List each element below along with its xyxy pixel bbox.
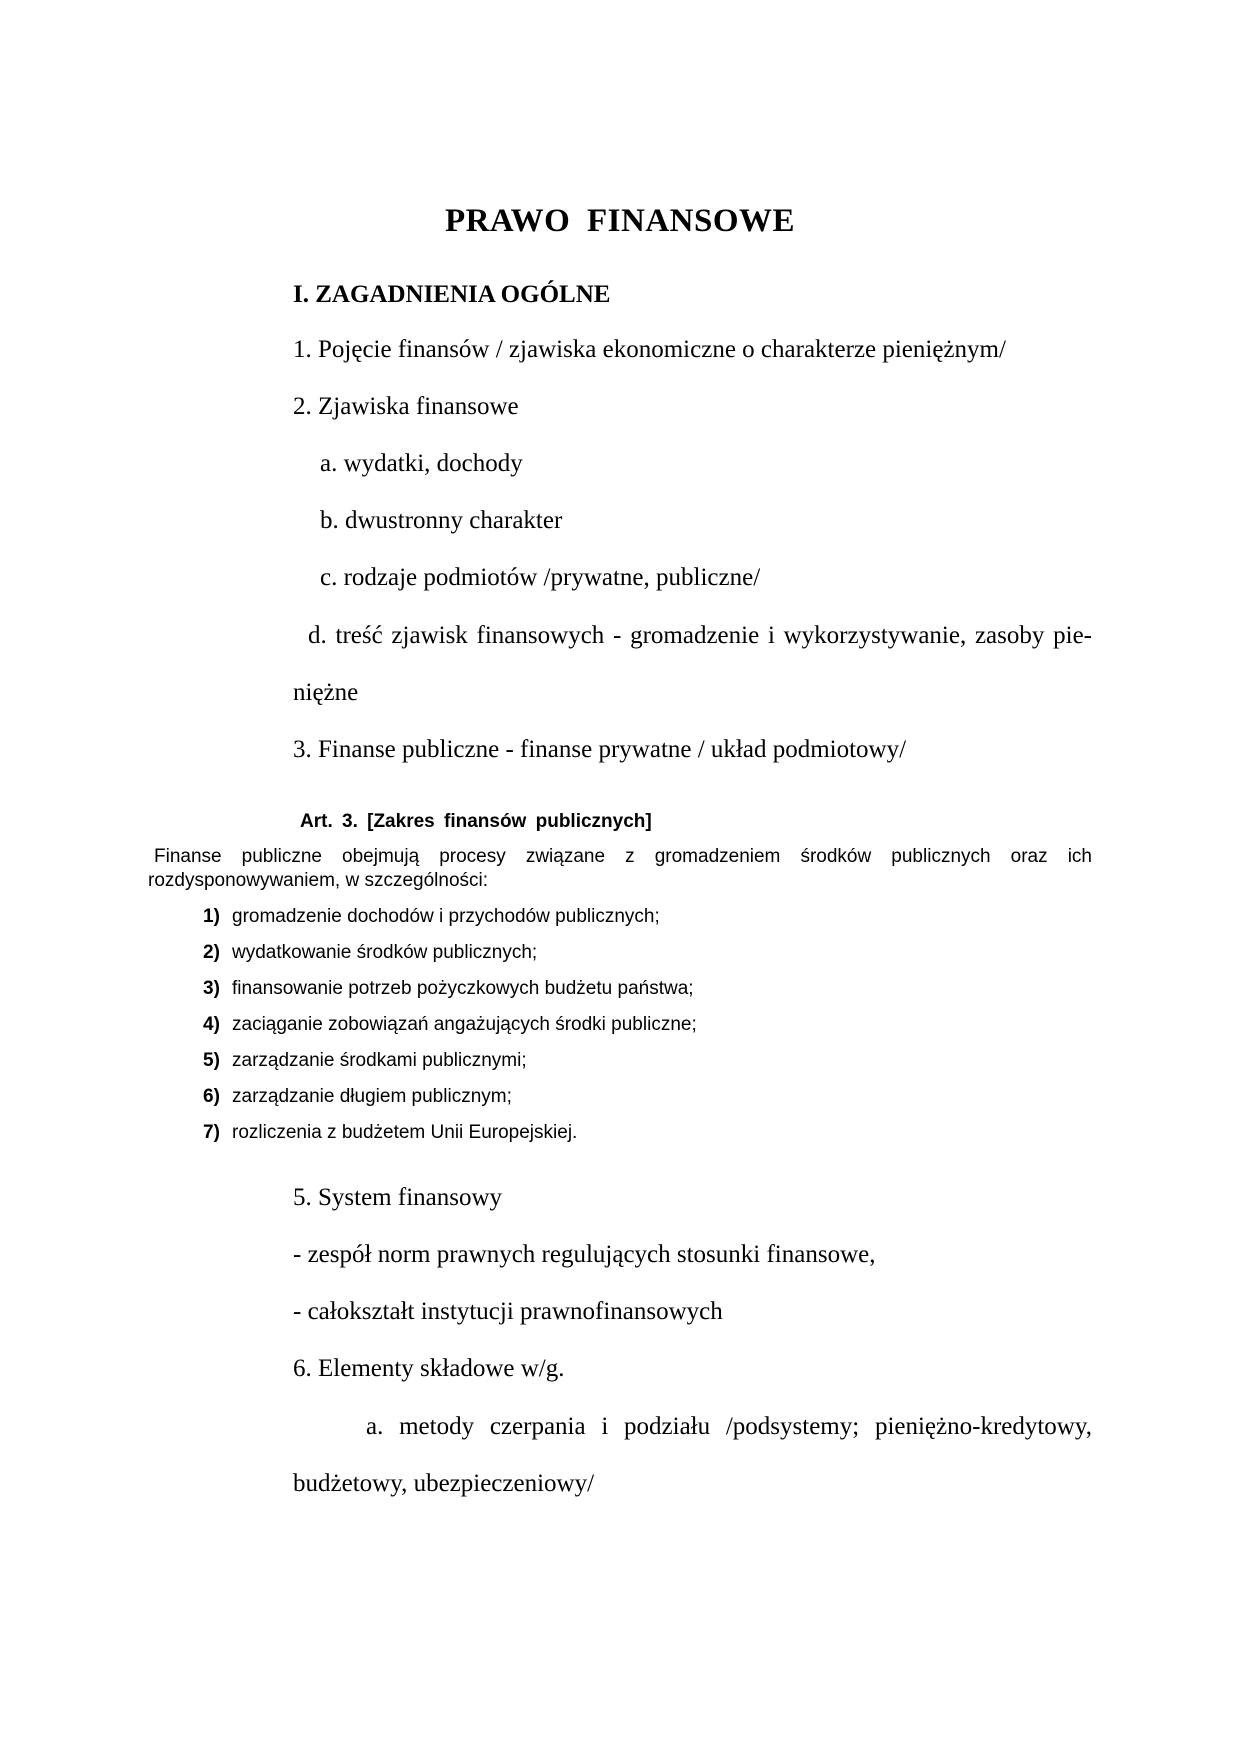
point-3: 3. Finanse publiczne - finanse prywatne / układ podmiotowy/: [293, 736, 907, 763]
article-intro: [148, 845, 1092, 893]
point-2d-line2: niężne: [293, 679, 359, 706]
list-item-text: rozliczenia z budżetem Unii Europejskiej.: [232, 1122, 578, 1143]
article-heading: Art. 3. [Zakres finansów publicznych]: [300, 811, 652, 832]
point-6a-line2: budżetowy, ubezpieczeniowy/: [293, 1470, 595, 1497]
point-6: 6. Elementy składowe w/g.: [293, 1355, 565, 1382]
article-intro-line2: rozdysponowywaniem, w szczególności:: [148, 870, 489, 891]
point-1: 1. Pojęcie finansów / zjawiska ekonomiczne o charakterze pieniężnym/: [293, 336, 1006, 363]
point-5: 5. System finansowy: [293, 1184, 503, 1211]
list-item-text: finansowanie potrzeb pożyczkowych budżetu państwa;: [232, 978, 694, 999]
section-heading: I. ZAGADNIENIA OGÓLNE: [293, 281, 611, 308]
point-2d-line1: d. treść zjawisk finansowych - gromadzenie i wykorzystywanie, zasoby pie-: [308, 622, 1092, 649]
point-2b: b. dwustronny charakter: [320, 507, 563, 534]
list-item-number: 4): [203, 1014, 220, 1035]
document-title: PRAWO FINANSOWE: [444, 203, 796, 239]
list-item-number: 1): [203, 906, 220, 927]
point-6a-line1: a. metody czerpania i podziału /podsystemy; pieniężno-kredytowy,: [366, 1413, 1092, 1440]
list-item-text: zarządzanie środkami publicznymi;: [232, 1050, 527, 1071]
list-item-number: 5): [203, 1050, 220, 1071]
list-item-number: 6): [203, 1086, 220, 1107]
list-item-number: 3): [203, 978, 220, 999]
point-2c: c. rodzaje podmiotów /prywatne, publiczne/: [320, 564, 761, 591]
list-item-number: 2): [203, 942, 220, 963]
point-2a: a. wydatki, dochody: [320, 450, 523, 477]
list-item-text: gromadzenie dochodów i przychodów publicznych;: [232, 906, 660, 927]
point-5-dash2: - całokształt instytucji prawnofinansowych: [293, 1298, 723, 1325]
article-intro-line1: Finanse publiczne obejmują procesy związane z gromadzeniem środków publicznych oraz ich: [154, 846, 1092, 867]
list-item-number: 7): [203, 1122, 220, 1143]
list-item-text: zaciąganie zobowiązań angażujących środki publiczne;: [232, 1014, 697, 1035]
list-item-text: wydatkowanie środków publicznych;: [232, 942, 538, 963]
point-5-dash1: - zespół norm prawnych regulujących stosunki finansowe,: [293, 1241, 876, 1268]
list-item-text: zarządzanie długiem publicznym;: [232, 1086, 512, 1107]
point-2: 2. Zjawiska finansowe: [293, 393, 519, 420]
